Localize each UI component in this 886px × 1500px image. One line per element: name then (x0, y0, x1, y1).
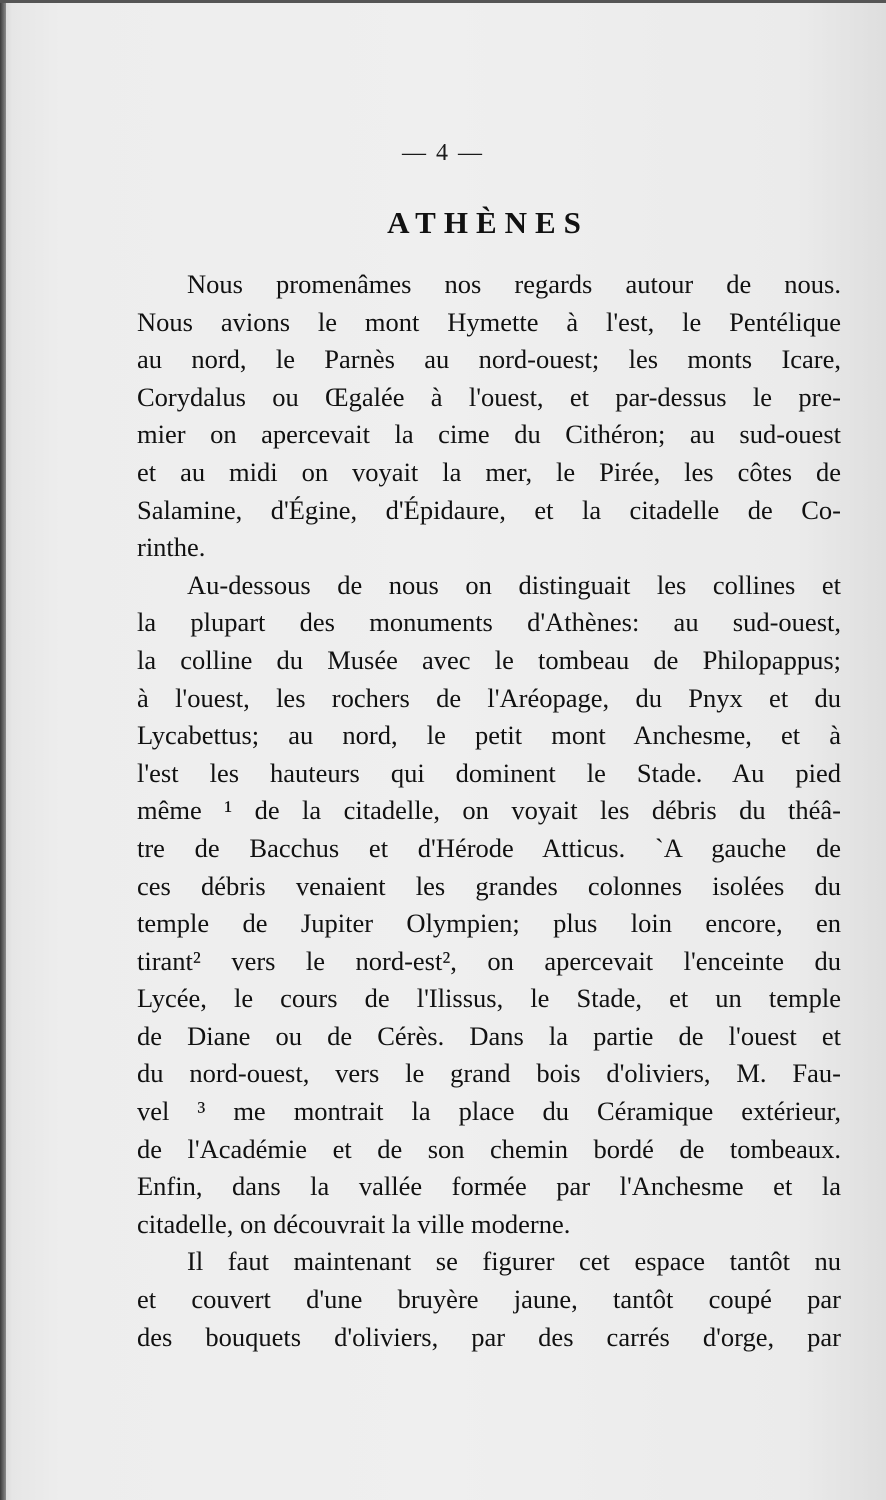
text-line: mier on apercevait la cime du Cithéron; au sud-ouest (137, 419, 841, 450)
text-line: temple de Jupiter Olympien; plus loin encore, en (137, 908, 841, 939)
text-line: citadelle, on découvrait la ville moderne. (137, 1208, 571, 1239)
text-line: la colline du Musée avec le tombeau de Philopappus; (137, 644, 841, 675)
text-line: Salamine, d'Égine, d'Épidaure, et la citadelle de Co- (137, 494, 841, 525)
text-line: de l'Académie et de son chemin bordé de tombeaux. (137, 1133, 841, 1164)
text-line: Il faut maintenant se figurer cet espace tantôt nu (187, 1246, 841, 1277)
text-line: à l'ouest, les rochers de l'Aréopage, du Pnyx et du (137, 682, 841, 713)
text-line: rinthe. (137, 532, 206, 563)
text-line: et au midi on voyait la mer, le Pirée, les côtes de (137, 456, 841, 487)
text-line: vel ³ me montrait la place du Céramique extérieur, (137, 1096, 841, 1127)
text-line: l'est les hauteurs qui dominent le Stade. Au pied (137, 757, 841, 788)
text-line: et couvert d'une bruyère jaune, tantôt coupé par (137, 1284, 841, 1315)
page-number: — 4 — (402, 140, 484, 166)
text-line: ces débris venaient les grandes colonnes isolées du (137, 870, 841, 901)
paragraph-3 (137, 1243, 841, 1356)
text-line: même ¹ de la citadelle, on voyait les débris du théâ- (137, 795, 841, 826)
text-line: du nord-ouest, vers le grand bois d'oliviers, M. Fau- (137, 1058, 841, 1089)
chapter-title: ATHÈNES (387, 205, 589, 240)
paragraph-2 (137, 567, 841, 1244)
text-line: Nous avions le mont Hymette à l'est, le Pentélique (137, 306, 841, 337)
text-line: tre de Bacchus et d'Hérode Atticus. `A gauche de (137, 832, 841, 863)
text-line: Nous promenâmes nos regards autour de nous. (187, 269, 841, 299)
body-text (137, 266, 841, 1356)
text-line: tirant² vers le nord-est², on apercevait l'enceinte du (137, 945, 841, 976)
text-line: au nord, le Parnès au nord-ouest; les monts Icare, (137, 344, 841, 375)
text-line: Corydalus ou Œgalée à l'ouest, et par-dessus le pre- (137, 381, 841, 412)
text-line: la plupart des monuments d'Athènes: au sud-ouest, (137, 607, 841, 638)
text-line: de Diane ou de Cérès. Dans la partie de l'ouest et (137, 1020, 841, 1051)
text-line: Enfin, dans la vallée formée par l'Anchesme et la (137, 1171, 841, 1202)
text-line: des bouquets d'oliviers, par des carrés d'orge, par (137, 1321, 841, 1352)
paragraph-1 (137, 266, 841, 567)
text-line: Lycée, le cours de l'Ilissus, le Stade, et un temple (137, 983, 841, 1014)
text-line: Au-dessous de nous on distinguait les collines et (187, 569, 841, 600)
text-line: Lycabettus; au nord, le petit mont Anchesme, et à (137, 720, 841, 751)
